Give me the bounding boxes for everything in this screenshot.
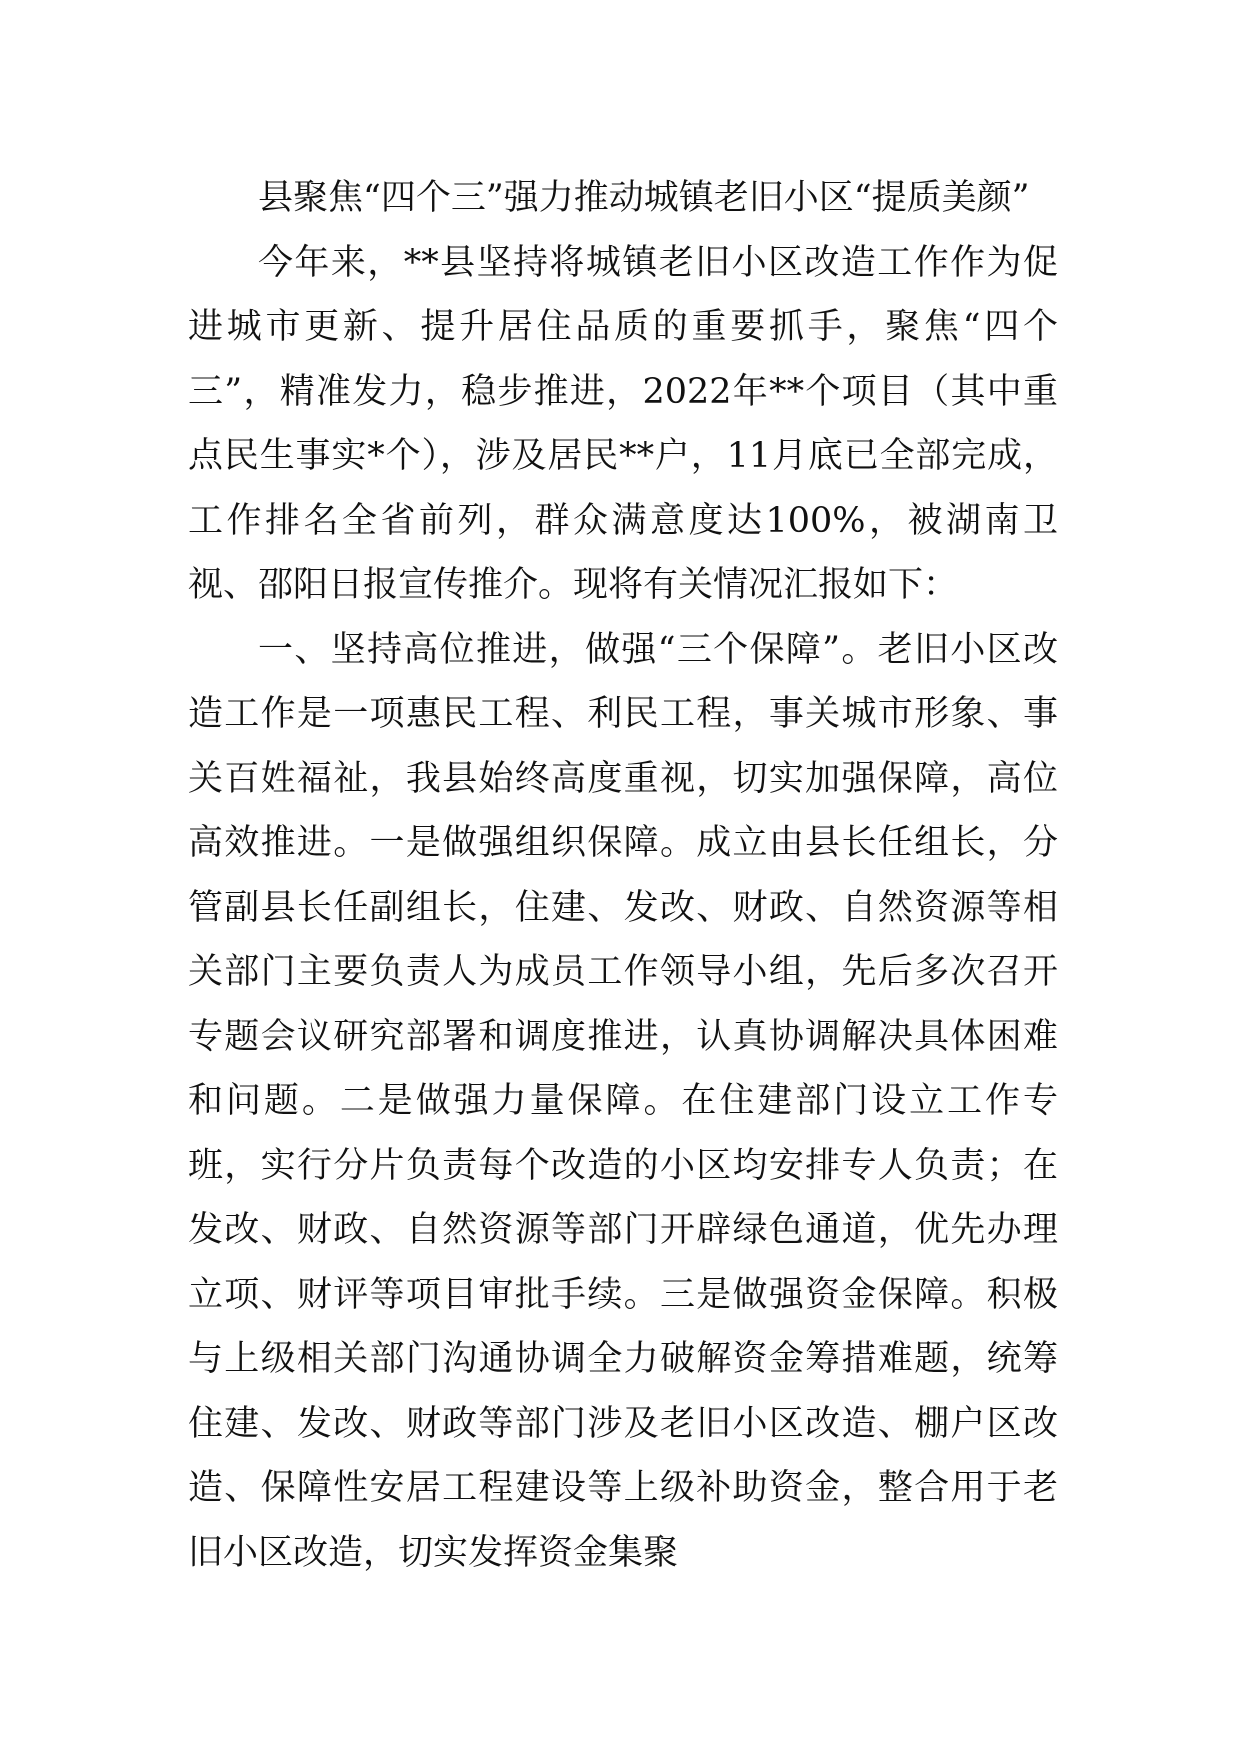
document-body [188, 166, 1058, 1585]
paragraph-intro: 今年来，**县坚持将城镇老旧小区改造工作作为促进城市更新、提升居住品质的重要抓手，聚焦“四个三”，精准发力，稳步推进，2022年**个项目（其中重点民生事实*个），涉及居民**户，11月底已全部完成，工作排名全省前列，群众满意度达100%，被湖南卫视、邵阳日报宣传推介。现将有关情况汇报如下： [188, 242, 1058, 605]
paragraph-section-one: 一、坚持高位推进，做强“三个保障”。老旧小区改造工作是一项惠民工程、利民工程，事关城市形象、事关百姓福祉，我县始终高度重视，切实加强保障，高位高效推进。一是做强组织保障。成立由县长任组长，分管副县长任副组长，住建、发改、财政、自然资源等相关部门主要负责人为成员工作领导小组，先后多次召开专题会议研究部署和调度推进，认真协调解决具体困难和问题。二是做强力量保障。在住建部门设立工作专班，实行分片负责每个改造的小区均安排专人负责；在发改、财政、自然资源等部门开辟绿色通道，优先办理立项、财评等项目审批手续。三是做强资金保障。积极与上级相关部门沟通协调全力破解资金筹措难题，统筹住建、发改、财政等部门涉及老旧小区改造、棚户区改造、保障性安居工程建设等上级补助资金，整合用于老旧小区改造，切实发挥资金集聚 [188, 629, 1058, 1573]
document-title: 县聚焦“四个三”强力推动城镇老旧小区“提质美颜” [258, 178, 1030, 218]
